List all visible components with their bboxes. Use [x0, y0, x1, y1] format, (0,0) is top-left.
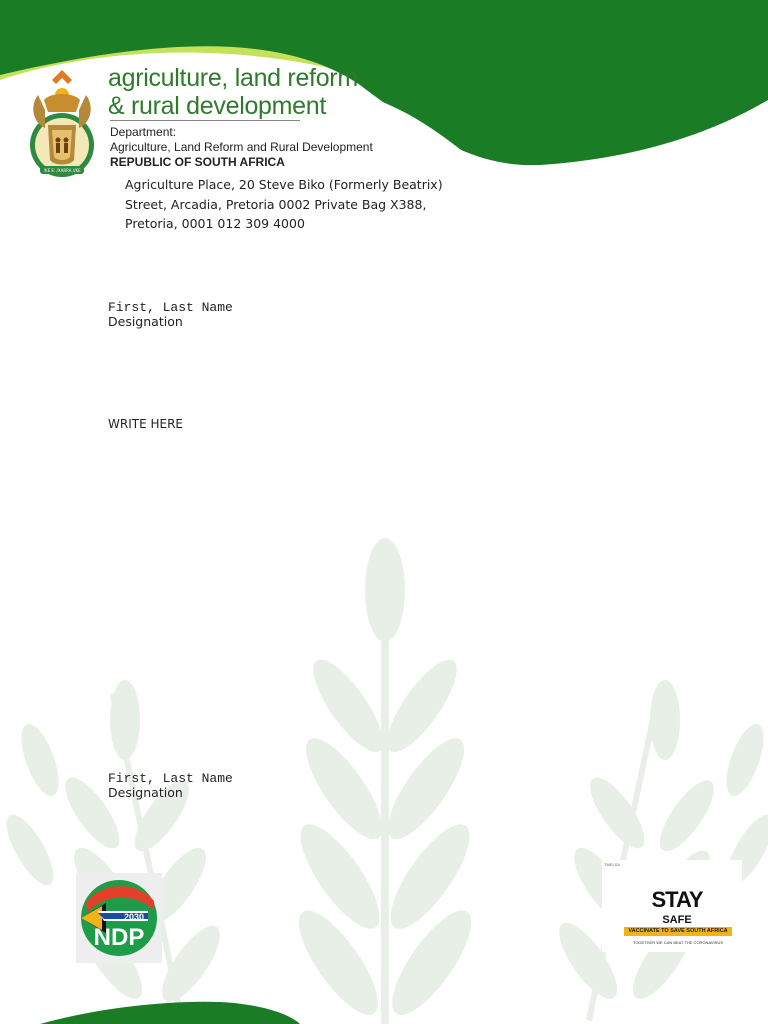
stay-safe-subtitle: SAFE: [662, 914, 692, 926]
ndp-year: 2030: [123, 912, 145, 922]
logo-line-1: agriculture, land reform: [108, 64, 358, 92]
signature-designation[interactable]: Designation: [108, 785, 183, 800]
ndp-logo: [76, 873, 162, 963]
recipient-designation[interactable]: Designation: [108, 314, 183, 329]
logo-divider: [110, 120, 300, 121]
department-label: Department:: [110, 125, 177, 139]
crest-motto: !KE E: /XARRA //KE: [43, 168, 81, 173]
stay-safe-logo: [602, 860, 742, 952]
address-block: [125, 175, 465, 234]
recipient-name[interactable]: First, Last Name: [108, 300, 233, 315]
footer-green-wave: [40, 1002, 300, 1024]
department-name: Agriculture, Land Reform and Rural Development: [110, 140, 373, 154]
stay-safe-title: STAY: [651, 887, 703, 912]
signature-name[interactable]: First, Last Name: [108, 771, 233, 786]
ndp-logo-icon: [76, 873, 162, 963]
address-line-3: Pretoria, 0001 012 309 4000: [125, 216, 305, 231]
stay-safe-tagline: TOGETHER WE CAN BEAT THE CORONAVIRUS: [632, 940, 724, 945]
address-line-2: Street, Arcadia, Pretoria 0002 Private Bag X388,: [125, 196, 427, 212]
address-line-1: Agriculture Place, 20 Steve Biko (Formerly Beatrix): [125, 177, 443, 192]
department-logo-text: [108, 64, 358, 120]
stay-safe-band: VACCINATE TO SAVE SOUTH AFRICA: [624, 927, 732, 936]
body-text-placeholder[interactable]: WRITE HERE: [108, 417, 183, 431]
logo-line-2: & rural development: [108, 92, 327, 120]
stay-safe-small-text: TMELSA: [604, 862, 621, 867]
ndp-text: NDP: [93, 924, 145, 951]
republic-label: REPUBLIC OF SOUTH AFRICA: [110, 155, 285, 169]
